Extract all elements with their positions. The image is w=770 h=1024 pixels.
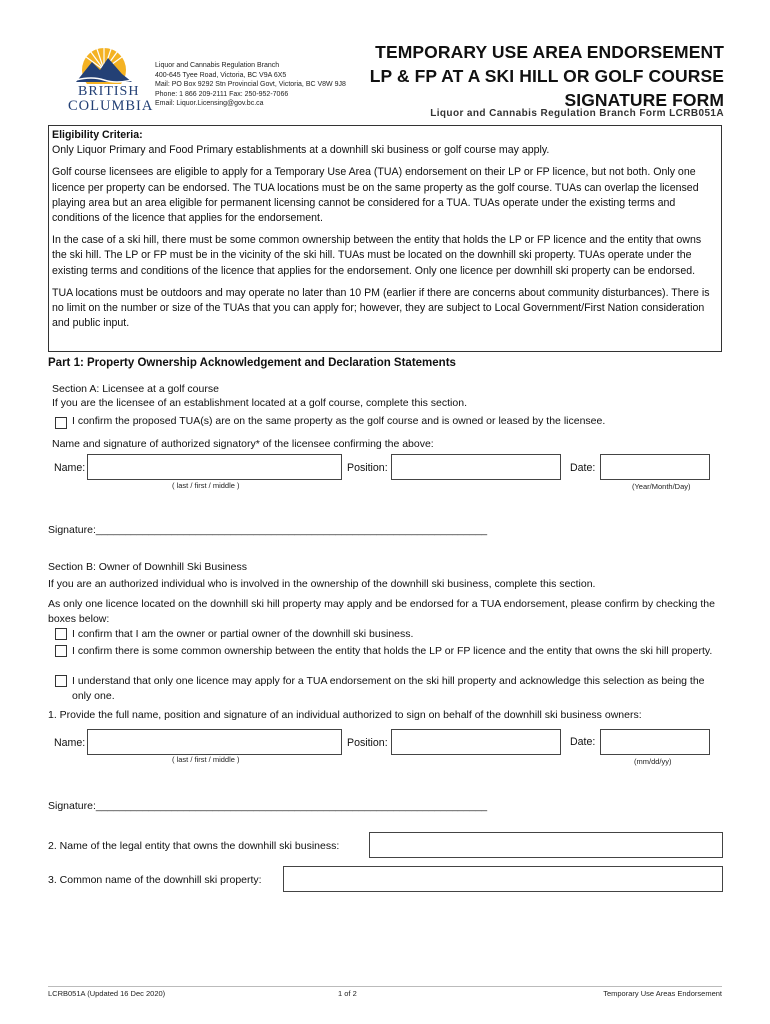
section-a-name-hint: ( last / first / middle )	[172, 481, 240, 490]
section-a-name-label: Name:	[54, 462, 86, 474]
section-b-question-2: 2. Name of the legal entity that owns the downhill ski business:	[48, 840, 340, 852]
logo-text-british: BRITISH	[78, 84, 140, 99]
section-b-position-label: Position:	[347, 737, 388, 749]
section-b-question-1: 1. Provide the full name, position and signature of an individual authorized to sign on behalf of the downhill ski business owners:	[48, 709, 642, 721]
section-b-check-2-label: I confirm there is some common ownership between the entity that holds the LP or FP licence and the entity that owns the ski hill property.	[72, 645, 713, 657]
bc-sun-mountains-icon	[62, 40, 152, 84]
section-a-position-label: Position:	[347, 462, 388, 474]
section-b-date-hint: (mm/dd/yy)	[634, 757, 672, 766]
section-a-title: Section A: Licensee at a golf course	[52, 383, 219, 395]
ski-property-name-field[interactable]	[283, 866, 723, 892]
section-b-date-field[interactable]	[600, 729, 710, 755]
section-b-checkbox-2[interactable]	[55, 645, 67, 657]
eligibility-box	[48, 125, 722, 352]
branch-contact	[155, 61, 375, 109]
branch-name: Liquor and Cannabis Regulation Branch	[155, 62, 280, 69]
section-a-checkbox-1[interactable]	[55, 417, 67, 429]
section-a-prompt: Name and signature of authorized signatory* of the licensee confirming the above:	[52, 438, 434, 450]
section-b-position-field[interactable]	[391, 729, 561, 755]
section-b-title: Section B: Owner of Downhill Ski Business	[48, 561, 248, 573]
title-line-2: LP & FP AT A SKI HILL OR GOLF COURSE	[369, 66, 724, 86]
eligibility-p3: In the case of a ski hill, there must be some common ownership between the entity that holds the LP or FP licence and the entity that owns the ski hill. The LP or FP must be in the vicinity of the ski hill. TUAs must be located on the downhill ski property. TUAs operate under the existing terms and conditions of the licence that applies for the endorsement. Only one licence per downhill ski property can be endorsed.	[52, 234, 702, 277]
footer-divider	[48, 986, 722, 987]
section-b-date-label: Date:	[570, 736, 596, 748]
section-a-date-label: Date:	[570, 462, 596, 474]
branch-email: Email: Liquor.Licensing@gov.bc.ca	[155, 100, 264, 107]
section-a-date-hint: (Year/Month/Day)	[632, 482, 691, 491]
form-subtitle: Liquor and Cannabis Regulation Branch Form LCRB051A	[430, 108, 724, 119]
eligibility-heading: Eligibility Criteria:	[52, 129, 143, 141]
section-b-question-3: 3. Common name of the downhill ski property:	[48, 874, 262, 886]
section-b-checkbox-3[interactable]	[55, 675, 67, 687]
title-line-1: TEMPORARY USE AREA ENDORSEMENT	[375, 42, 724, 62]
form-title	[344, 40, 724, 112]
section-a-position-field[interactable]	[391, 454, 561, 480]
section-a-name-field[interactable]	[87, 454, 342, 480]
section-a-date-field[interactable]	[600, 454, 710, 480]
logo-text-columbia: COLUMBIA	[68, 98, 154, 114]
part1-heading: Part 1: Property Ownership Acknowledgement and Declaration Statements	[48, 357, 456, 369]
eligibility-p2: Golf course licensees are eligible to apply for a Temporary Use Area (TUA) endorsement on their LP or FP licence, but not both. Only one licence per property can be endorsed. The TUA locations must be on the same property as the golf course. TUAs can overlap the licensed playing area but an area eligible for permanent licensing cannot be considered for a TUA. TUAs operate under the existing terms and conditions of the licence that applies for the endorsement.	[52, 166, 699, 225]
section-a-intro: If you are the licensee of an establishment located at a golf course, complete this section.	[52, 397, 467, 409]
eligibility-p1: Only Liquor Primary and Food Primary establishments at a downhill ski business or golf course may apply.	[52, 144, 550, 157]
footer-doc-title: Temporary Use Areas Endorsement	[603, 989, 722, 998]
section-b-prompt: As only one licence located on the downhill ski hill property may apply and be endorsed for a TUA endorsement, please confirm by checking the boxes below:	[48, 598, 715, 625]
section-b-signature[interactable]: Signature:___________________________________________________________________	[48, 800, 488, 812]
section-b-intro: If you are an authorized individual who is involved in the ownership of the downhill ski business, complete this section.	[48, 578, 596, 590]
section-b-checkbox-1[interactable]	[55, 628, 67, 640]
section-b-name-hint: ( last / first / middle )	[172, 755, 240, 764]
section-b-name-field[interactable]	[87, 729, 342, 755]
footer-page-number: 1 of 2	[338, 989, 357, 998]
section-b-name-label: Name:	[54, 737, 86, 749]
branch-address: 400-645 Tyee Road, Victoria, BC V9A 6X5	[155, 71, 287, 79]
section-a-signature[interactable]: Signature:___________________________________________________________________	[48, 524, 488, 536]
section-b-check-3-label: I understand that only one licence may apply for a TUA endorsement on the ski hill property and acknowledge this selection as being the only one.	[72, 675, 705, 702]
legal-entity-field[interactable]	[369, 832, 723, 858]
title-line-3: SIGNATURE FORM	[564, 90, 724, 110]
branch-phone: Phone: 1 866 209-2111 Fax: 250-952-7066	[155, 90, 289, 98]
footer-form-code: LCRB051A (Updated 16 Dec 2020)	[48, 989, 166, 998]
eligibility-p4: TUA locations must be outdoors and may operate no later than 10 PM (earlier if there are concerns about community disturbances). There is no limit on the number or size of the TUAs that you can apply for; however, they are subject to Local Government/First Nation consideration and public input.	[52, 286, 710, 330]
section-a-check-1-label: I confirm the proposed TUA(s) are on the same property as the golf course and is owned or leased by the licensee.	[72, 415, 606, 427]
section-b-check-1-label: I confirm that I am the owner or partial owner of the downhill ski business.	[72, 628, 414, 640]
bc-logo	[62, 40, 152, 118]
branch-mail: Mail: PO Box 9292 Stn Provincial Govt, Victoria, BC V8W 9J8	[155, 81, 346, 88]
